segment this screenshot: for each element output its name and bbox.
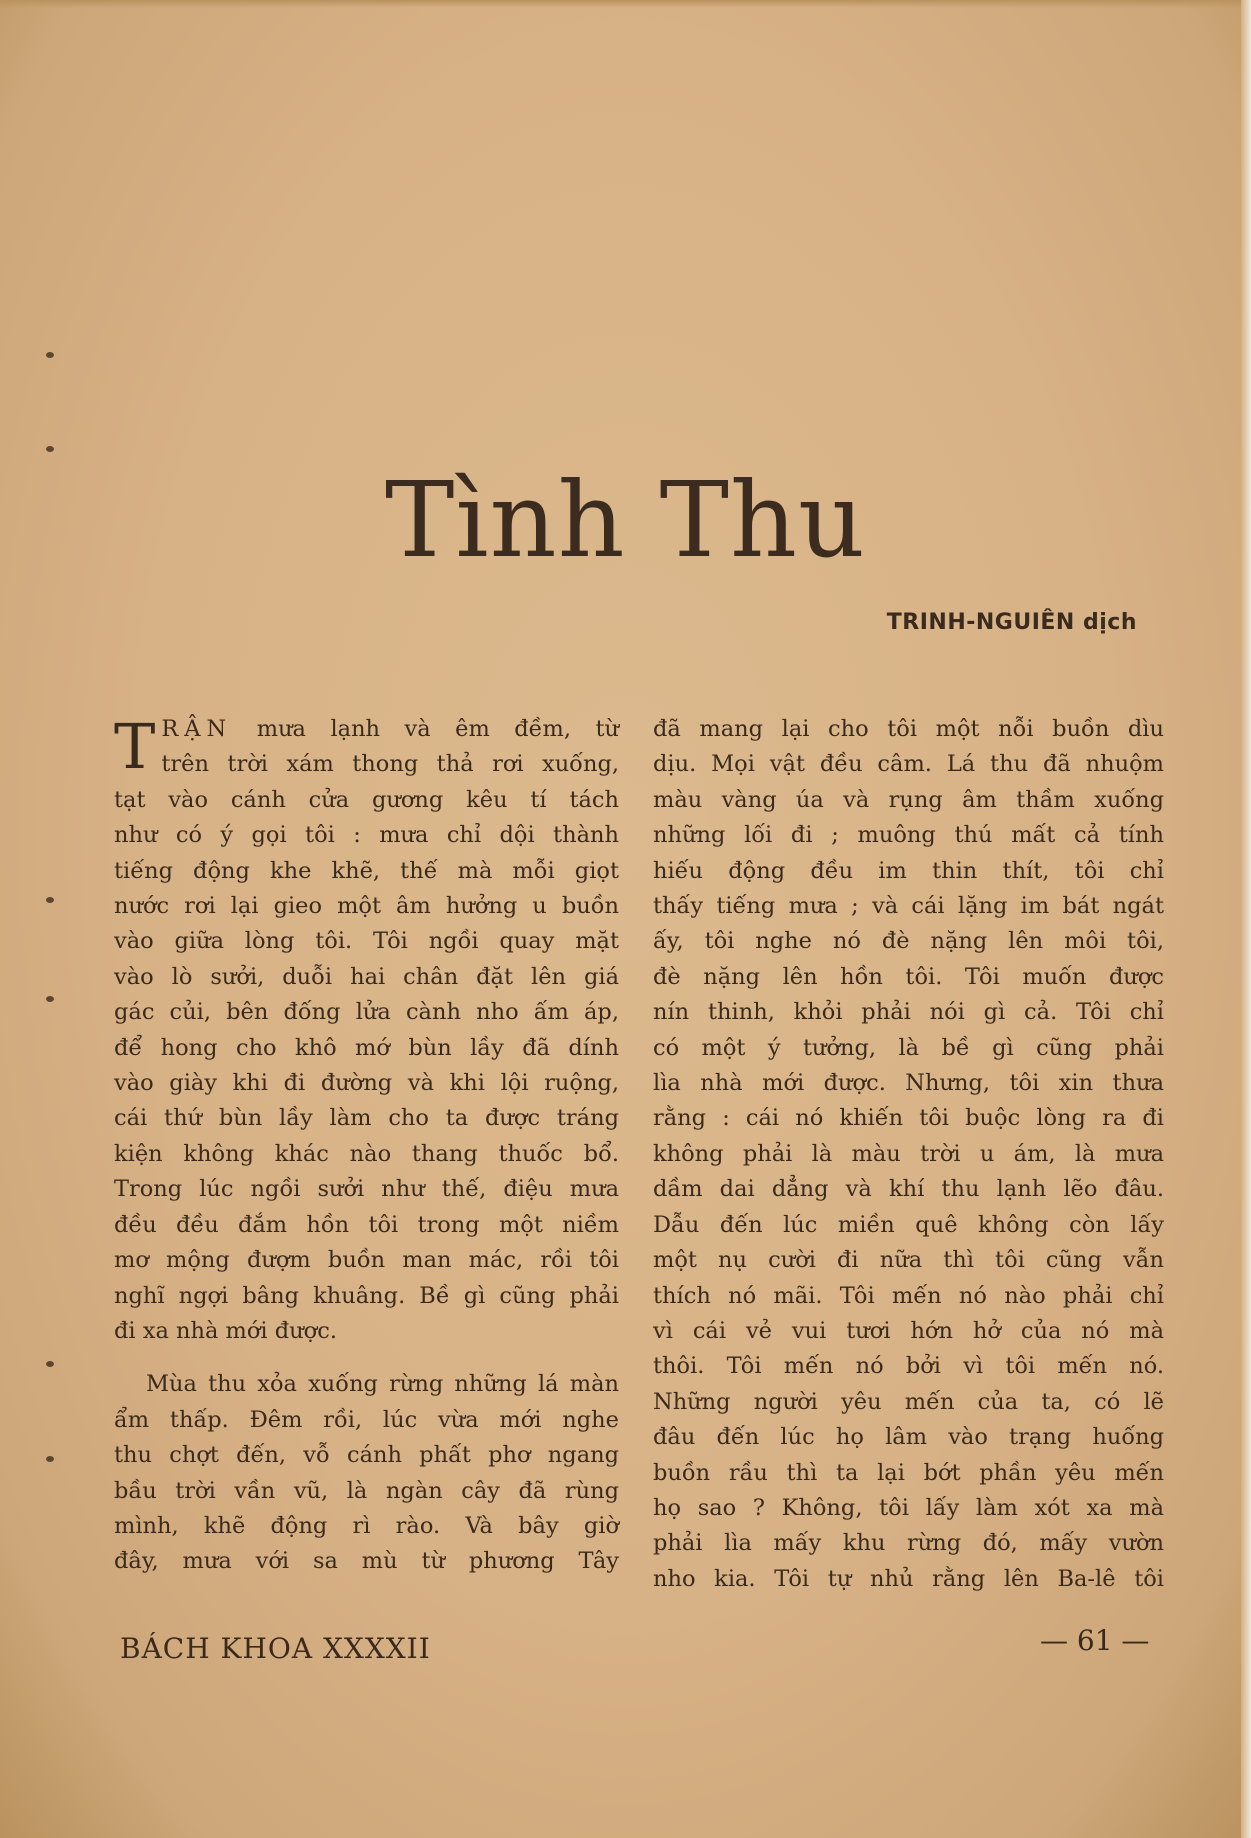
text-line: nín thinh, khỏi phải nói gì cả. Tôi chỉ (653, 999, 1164, 1026)
text-line: ẩm thấp. Đêm rồi, lúc vừa mới nghe (114, 1406, 619, 1433)
text-line: buồn rầu thì ta lại bớt phần yêu mến (653, 1459, 1164, 1486)
text-line: mình, khẽ động rì rào. Và bây giờ (114, 1512, 619, 1539)
text-line: những lối đi ; muông thú mất cả tính (653, 822, 1164, 849)
text-line: vào giữa lòng tôi. Tôi ngồi quay mặt (114, 928, 619, 955)
text-line: trên trời xám thong thả rơi xuống, (161, 751, 619, 778)
text-line: rằng : cái nó khiến tôi buộc lòng ra đi (653, 1105, 1164, 1132)
text-line: đi xa nhà mới được. (114, 1317, 337, 1344)
binding-hole (46, 996, 54, 1002)
text-line: mơ mộng đượm buồn man mác, rồi tôi (114, 1247, 619, 1274)
text-line: như có ý gọi tôi : mưa chỉ dội thành (114, 822, 619, 849)
text-line: tạt vào cánh cửa gương kêu tí tách (114, 786, 619, 813)
text-line: đều đều đắm hồn tôi trong một niềm (114, 1211, 619, 1238)
text-line: tiếng động khe khẽ, thế mà mỗi giọt (114, 857, 619, 884)
text-line: nghĩ ngợi bâng khuâng. Bề gì cũng phải (114, 1282, 619, 1309)
right-text-column (653, 712, 1164, 1597)
text-line: đây, mưa với sa mù từ phương Tây (114, 1548, 619, 1575)
text-line: thích nó mãi. Tôi mến nó nào phải chỉ (653, 1282, 1164, 1309)
drop-cap-word: RẬN (161, 716, 233, 742)
drop-cap: T (114, 710, 156, 783)
text-line: thu chợt đến, vỗ cánh phất phơ ngang (114, 1442, 619, 1469)
text-line: thôi. Tôi mến nó bởi vì tôi mến nó. (653, 1353, 1164, 1380)
binding-hole (46, 897, 54, 903)
binding-hole (46, 1456, 54, 1462)
page-number: — 61 — (1040, 1624, 1150, 1657)
binding-hole (46, 352, 54, 358)
text-line: màu vàng úa và rụng âm thầm xuống (653, 786, 1164, 813)
text-line: dịu. Mọi vật đều câm. Lá thu đã nhuộm (653, 751, 1164, 778)
text-line: Trong lúc ngồi sưởi như thế, điệu mưa (114, 1176, 619, 1203)
right-paragraph (653, 712, 1164, 1597)
text-line: không phải là màu trời u ám, là mưa (653, 1140, 1164, 1167)
text-line: nước rơi lại gieo một âm hưởng u buồn (114, 893, 619, 920)
binding-hole (46, 1361, 54, 1367)
page-right-edge (1241, 0, 1251, 1838)
text-line: cái thứ bùn lầy làm cho ta được tráng (114, 1105, 619, 1132)
text-line: lìa nhà mới được. Nhưng, tôi xin thưa (653, 1070, 1164, 1097)
text-line: phải lìa mấy khu rừng đó, mấy vườn (653, 1530, 1164, 1557)
text-line: để hong cho khô mớ bùn lầy đã dính (114, 1034, 619, 1061)
text-line: đè nặng lên hồn tôi. Tôi muốn được (653, 963, 1164, 990)
text-line: vào lò sưởi, duỗi hai chân đặt lên giá (114, 963, 619, 990)
text-line: đã mang lại cho tôi một nỗi buồn dìu (653, 716, 1164, 742)
text-line: họ sao ? Không, tôi lấy làm xót xa mà (653, 1494, 1164, 1521)
text-line: vào giày khi đi đường và khi lội ruộng, (114, 1070, 619, 1097)
text-line: kiện không khác nào thang thuốc bổ. (114, 1140, 619, 1167)
text-line: dầm dai dẳng và khí thu lạnh lẽo đâu. (653, 1176, 1164, 1203)
text-line: gác củi, bên đống lửa cành nho ấm áp, (114, 999, 619, 1026)
text-line: vì cái vẻ vui tươi hớn hở của nó mà (653, 1317, 1164, 1344)
left-text-column (114, 712, 619, 1580)
article-byline: TRINH-NGUIÊN dịch (886, 610, 1137, 635)
text-line: hiếu động đều im thin thít, tôi chỉ (653, 857, 1164, 884)
text-line: nho kia. Tôi tự nhủ rằng lên Ba-lê tôi (653, 1565, 1164, 1592)
text-line: Dẫu đến lúc miền quê không còn lấy (653, 1211, 1164, 1238)
article-title: Tình Thu (385, 459, 866, 581)
text-line: Mùa thu xỏa xuống rừng những lá màn (146, 1371, 619, 1398)
page-top-edge (0, 0, 1251, 8)
text-line: có một ý tưởng, là bề gì cũng phải (653, 1034, 1164, 1061)
text-line: Những người yêu mến của ta, có lẽ (653, 1388, 1164, 1415)
magazine-name: BÁCH KHOA XXXXII (120, 1632, 431, 1665)
left-paragraph-2 (114, 1367, 619, 1579)
text-line: đâu đến lúc họ lâm vào trạng huống (653, 1424, 1164, 1451)
text-line: ấy, tôi nghe nó đè nặng lên môi tôi, (653, 928, 1164, 955)
left-paragraph-1 (114, 783, 619, 1350)
text-line: RẬN mưa lạnh và êm đềm, từ (161, 716, 619, 742)
text-line: bầu trời vần vũ, là ngàn cây đã rùng (114, 1477, 619, 1504)
text-line: thấy tiếng mưa ; và cái lặng im bát ngát (653, 893, 1164, 920)
text-line: một nụ cười đi nữa thì tôi cũng vẫn (653, 1247, 1164, 1274)
binding-hole (46, 446, 54, 452)
